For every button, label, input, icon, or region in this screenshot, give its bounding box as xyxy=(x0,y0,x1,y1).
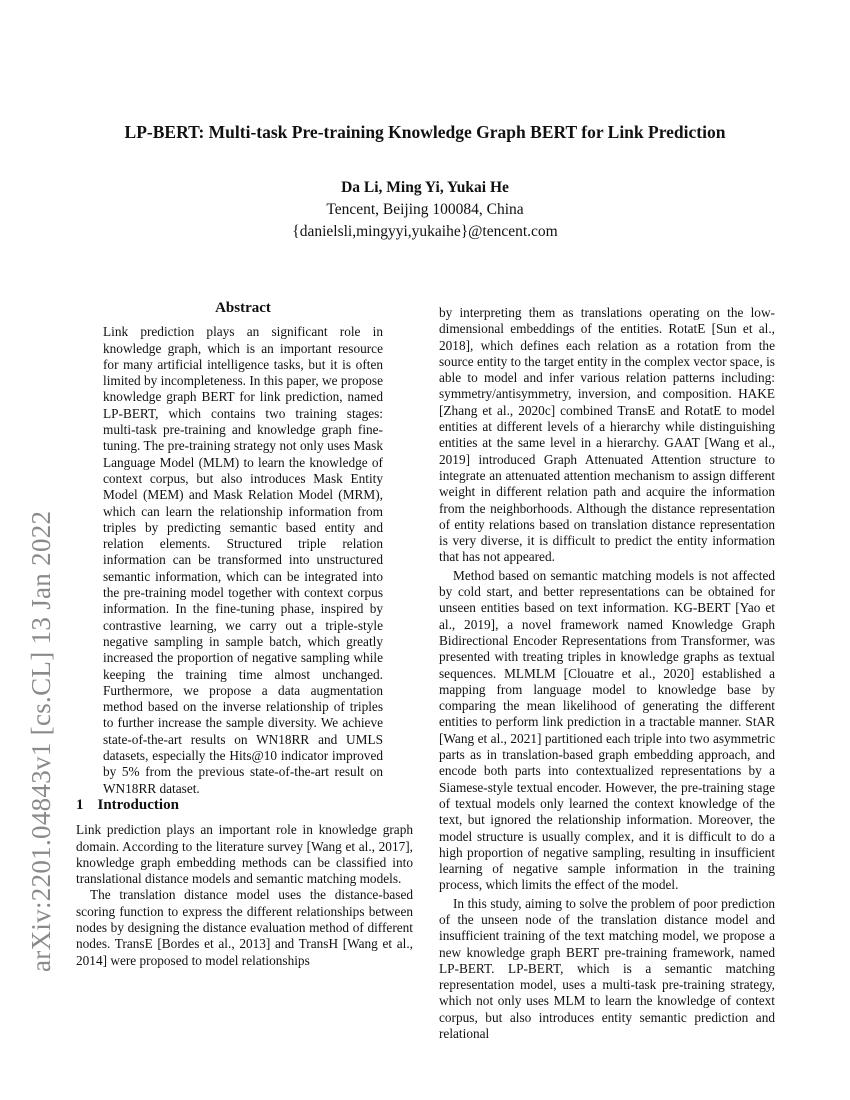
right-paragraph-3: In this study, aiming to solve the problem of poor prediction of the unseen node of the translation distance model and insufficient training of the text matching model, we propose a new knowledge graph BERT pre-training framework, named LP-BERT. LP-BERT, which is a semantic matching representation model, uses a multi-task pre-training strategy, which not only uses MLM to learn the knowledge of context corpus, but also introduces entity semantic prediction and relational xyxy=(439,895,775,1042)
right-paragraph-1: by interpreting them as translations operating on the low-dimensional embeddings of the entities. RotatE [Sun et al., 2018], which defines each relation as a rotation from the source entity to the target entity in the complex vector space, is able to model and infer various relation patterns including: symmetry/antisymmetry, inversion, and composition. HAKE [Zhang et al., 2020c] combined TransE and RotatE to model entities at different levels of a hierarchy while distinguishing entities at the same level in a hierarchy. GAAT [Wang et al., 2019] introduced Graph Attenuated Attention structure to integrate an attenuated attention mechanism to assign different weight in different relation path and acquire the information from the neighborhoods. Although the distance representation of entity relations based on translation distance representation is very diverse, it is difficult to predict the entity information that has not appeared. xyxy=(439,305,775,565)
right-column xyxy=(439,305,775,1042)
author-names: Da Li, Ming Yi, Yukai He xyxy=(341,179,509,196)
intro-paragraph-2: The translation distance model uses the distance-based scoring function to express the different relationships between nodes by designing the distance evaluation method of different nodes. TransE [Bordes et al., 2013] and TransH [Wang et al., 2014] were proposed to model relationships xyxy=(76,887,413,968)
paper-title: LP-BERT: Multi-task Pre-training Knowledge Graph BERT for Link Prediction xyxy=(124,122,726,142)
author-block xyxy=(0,177,850,243)
section-number: 1 xyxy=(76,797,84,813)
email: {danielsli,mingyyi,yukaihe}@tencent.com xyxy=(292,223,558,240)
right-paragraph-2: Method based on semantic matching models is not affected by cold start, and better representations can be obtained for unseen entities based on text information. KG-BERT [Yao et al., 2019], a novel framework named Knowledge Graph Bidirectional Encoder Representations from Transformer, was presented with treating triples in knowledge graphs as textual sequences. MLMLM [Clouatre et al., 2020] established a mapping from language model to knowledge base by comparing the mean likelihood of generating the different entities to perform link prediction in a tractable manner. StAR [Wang et al., 2021] partitioned each triple into two asymmetric parts as in translation-based graph embedding approach, and encode both parts into contextualized representations by a Siamese-style textual encoder. However, the pre-training stage of textual models only learned the context knowledge of the text, but ignored the relationship information. Moreover, the model structure is usually complex, and it is difficult to do a high proportion of negative sampling, resulting in insufficient learning of negative sample information in the training process, which limits the effect of the model. xyxy=(439,567,775,893)
abstract-text: Link prediction plays an significant role in knowledge graph, which is an important resource for many artificial intelligence tasks, but it is often limited by incompleteness. In this paper, we propose knowledge graph BERT for link prediction, named LP-BERT, which contains two training stages: multi-task pre-training and knowledge graph fine-tuning. The pre-training strategy not only uses Mask Language Model (MLM) to learn the knowledge of context corpus, but also introduces Mask Entity Model (MEM) and Mask Relation Model (MRM), which can learn the relationship information from triples by predicting semantic based entity and relation elements. Structured triple relation information can be transformed into unstructured semantic information, which can be integrated into the pre-training model together with context corpus information. In the fine-tuning phase, inspired by contrastive learning, we carry out a triple-style negative sampling in sample batch, which greatly increased the proportion of negative sampling while keeping the training time almost unchanged. Furthermore, we propose a data augmentation method based on the inverse relationship of triples to further increase the sample diversity. We achieve state-of-the-art results on WN18RR and UMLS datasets, especially the Hits@10 indicator improved by 5% from the previous state-of-the-art result on WN18RR dataset. xyxy=(103,324,383,796)
abstract-heading: Abstract xyxy=(215,300,271,316)
introduction-heading xyxy=(76,797,413,813)
abstract-section xyxy=(103,300,383,797)
arxiv-identifier: arXiv:2201.04843v1 [cs.CL] 13 Jan 2022 xyxy=(26,510,56,972)
introduction-section xyxy=(76,797,413,969)
intro-paragraph-1: Link prediction plays an important role in knowledge graph domain. According to the literature survey [Wang et al., 2017], knowledge graph embedding methods can be classified into translational distance models and semantic matching models. xyxy=(76,822,413,887)
affiliation: Tencent, Beijing 100084, China xyxy=(326,201,524,218)
section-title: Introduction xyxy=(97,797,179,813)
